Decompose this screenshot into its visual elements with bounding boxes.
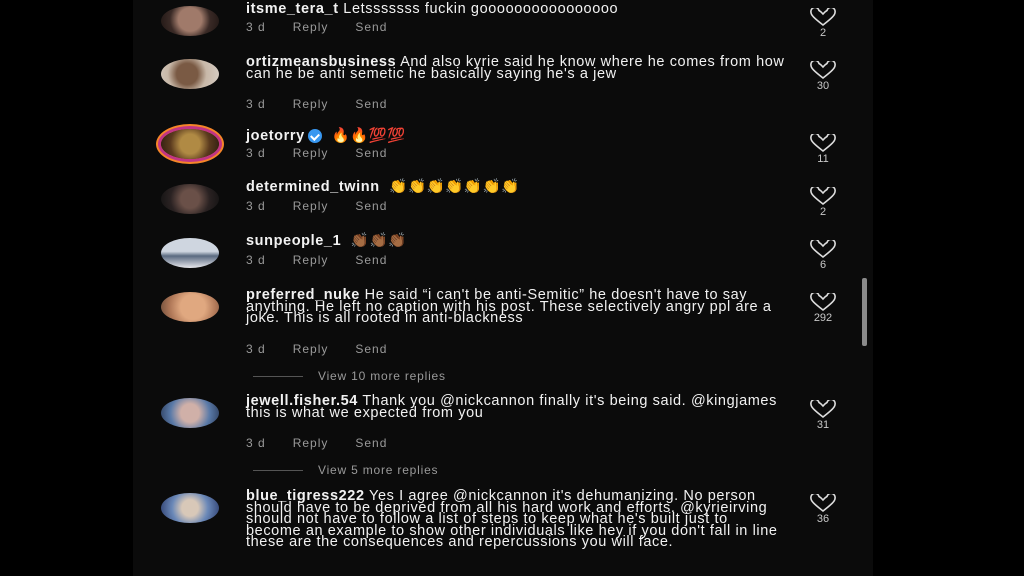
like-count: 6 xyxy=(819,259,827,271)
comment-meta xyxy=(246,20,414,34)
comment-body: 👏👏👏👏👏👏👏 xyxy=(389,179,520,195)
view-more-replies-button[interactable] xyxy=(253,463,438,477)
comment-meta xyxy=(246,146,414,160)
comment-text xyxy=(246,488,786,550)
comment-time: 3 d xyxy=(246,253,266,267)
like-group xyxy=(805,240,841,271)
heart-icon[interactable] xyxy=(810,134,836,152)
reply-button[interactable]: Reply xyxy=(292,436,329,450)
send-button[interactable]: Send xyxy=(355,253,388,267)
view-more-replies-button[interactable] xyxy=(253,369,446,383)
heart-icon[interactable] xyxy=(810,187,836,205)
comment-meta xyxy=(246,253,414,267)
like-count: 36 xyxy=(816,513,830,525)
like-count: 2 xyxy=(819,27,827,39)
avatar[interactable] xyxy=(161,292,219,322)
comment-username[interactable]: blue_tigress222 xyxy=(246,488,365,504)
like-count: 11 xyxy=(817,153,829,165)
comment-body: And also kyrie said he know where he comes from how can he be anti semetic he basically saying he's a jew xyxy=(246,54,785,82)
like-group xyxy=(805,61,841,92)
like-group xyxy=(805,400,841,431)
comment-text xyxy=(246,1,786,17)
avatar[interactable] xyxy=(161,238,219,268)
reply-button[interactable]: Reply xyxy=(292,20,329,34)
comment-body: Letsssssss fuckin goooooooooooooooo xyxy=(343,1,619,17)
like-count: 30 xyxy=(816,80,830,92)
comment-time: 3 d xyxy=(246,199,266,213)
heart-icon[interactable] xyxy=(810,8,836,26)
comment-time: 3 d xyxy=(246,342,266,356)
avatar[interactable] xyxy=(161,184,219,214)
avatar[interactable] xyxy=(161,398,219,428)
like-group xyxy=(805,8,841,39)
divider xyxy=(253,470,303,471)
verified-badge-icon xyxy=(308,129,322,143)
reply-button[interactable]: Reply xyxy=(292,199,329,213)
comment-username[interactable]: ortizmeansbusiness xyxy=(246,54,397,70)
send-button[interactable]: Send xyxy=(355,20,388,34)
reply-button[interactable]: Reply xyxy=(292,146,329,160)
comment-body: 👏🏾👏🏾👏🏾 xyxy=(350,233,407,249)
send-button[interactable]: Send xyxy=(355,146,388,160)
like-group xyxy=(805,293,841,324)
like-count: 292 xyxy=(813,312,833,324)
like-count: 31 xyxy=(816,419,830,431)
heart-icon[interactable] xyxy=(810,400,836,418)
reply-button[interactable]: Reply xyxy=(292,97,329,111)
comment-text xyxy=(246,129,786,143)
like-group xyxy=(805,134,841,165)
comments-panel xyxy=(133,0,873,576)
avatar[interactable] xyxy=(161,129,219,159)
send-button[interactable]: Send xyxy=(355,199,388,213)
comment-text xyxy=(246,179,786,195)
heart-icon[interactable] xyxy=(810,240,836,258)
like-group xyxy=(805,494,841,525)
heart-icon[interactable] xyxy=(810,293,836,311)
avatar[interactable] xyxy=(161,59,219,89)
view-more-label: View 5 more replies xyxy=(318,463,439,477)
view-more-label: View 10 more replies xyxy=(318,369,446,383)
heart-icon[interactable] xyxy=(810,494,836,512)
comment-meta xyxy=(246,436,414,450)
comment-username[interactable]: itsme_tera_t xyxy=(246,1,339,17)
send-button[interactable]: Send xyxy=(355,436,388,450)
comment-body: Yes I agree @nickcannon it's dehumanizing. No person should have to be deprived from all his hard work and efforts. @kyrieirving should not have to follow a list of steps to keep what he's built just to become an example to show other individuals like hey if you don't fall in line these are the consequences and repercussions you will face. xyxy=(246,488,778,550)
comment-time: 3 d xyxy=(246,436,266,450)
comment-username[interactable]: preferred_nuke xyxy=(246,287,360,303)
comment-text xyxy=(246,393,786,421)
comment-body: He said “i can't be anti-Semitic” he doesn't have to say anything. He left no caption with his post. These selectively angry ppl are a joke. This is all rooted in anti-blackness xyxy=(246,287,772,326)
comment-time: 3 d xyxy=(246,146,266,160)
comment-body: 🔥🔥💯💯 xyxy=(331,127,407,144)
heart-icon[interactable] xyxy=(810,61,836,79)
comment-text xyxy=(246,233,786,249)
scrollbar[interactable] xyxy=(862,278,867,346)
comment-body: Thank you @nickcannon finally it's being said. @kingjames this is what we expected from you xyxy=(246,393,777,421)
comment-text xyxy=(246,287,786,326)
comment-meta xyxy=(246,97,414,111)
like-count: 2 xyxy=(819,206,827,218)
comment-username[interactable]: determined_twinn xyxy=(246,179,380,195)
comment-time: 3 d xyxy=(246,97,266,111)
reply-button[interactable]: Reply xyxy=(292,342,329,356)
comment-meta xyxy=(246,199,414,213)
comment-meta xyxy=(246,342,414,356)
comment-username[interactable]: jewell.fisher.54 xyxy=(246,393,358,409)
avatar[interactable] xyxy=(161,493,219,523)
send-button[interactable]: Send xyxy=(355,342,388,356)
comment-username[interactable]: joetorry xyxy=(246,127,305,144)
comment-time: 3 d xyxy=(246,20,266,34)
send-button[interactable]: Send xyxy=(355,97,388,111)
reply-button[interactable]: Reply xyxy=(292,253,329,267)
comment-text xyxy=(246,54,786,82)
comment-username[interactable]: sunpeople_1 xyxy=(246,233,342,249)
avatar[interactable] xyxy=(161,6,219,36)
divider xyxy=(253,376,303,377)
like-group xyxy=(805,187,841,218)
